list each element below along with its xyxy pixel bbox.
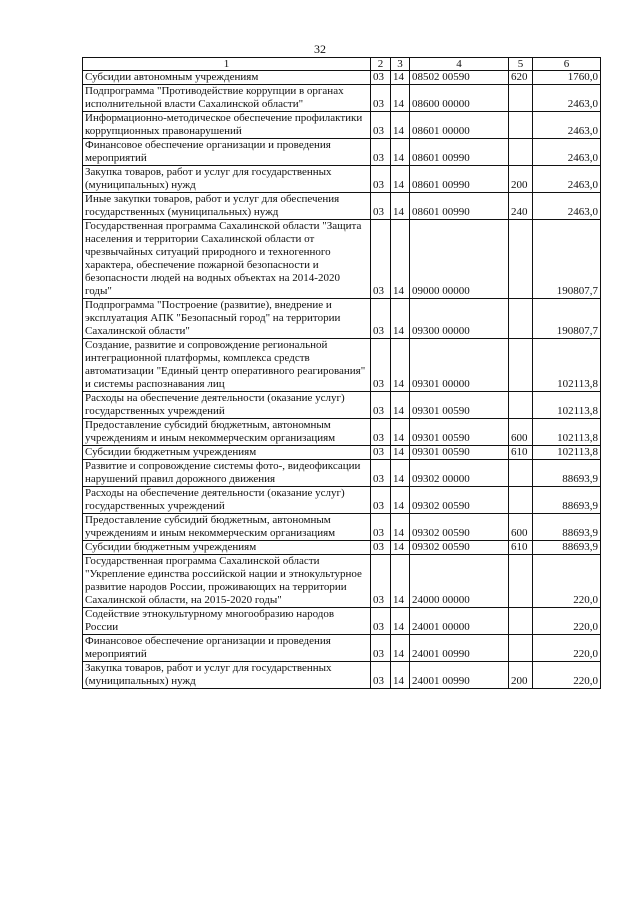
cell-vr: 600 [509, 419, 533, 446]
cell-vr: 610 [509, 541, 533, 555]
table-row [83, 299, 601, 339]
cell-rz: 03 [371, 193, 391, 220]
cell-name: Государственная программа Сахалинской области "Укрепление единства российской нации и этнокультурное развитие народов России, проживающих на территории Сахалинской области, на 2015-2020 годы" [83, 555, 371, 608]
cell-amount: 2463,0 [533, 193, 601, 220]
cell-pr: 14 [391, 514, 410, 541]
cell-vr [509, 487, 533, 514]
cell-csr: 09301 00590 [410, 392, 509, 419]
table-row [83, 446, 601, 460]
cell-pr: 14 [391, 487, 410, 514]
page-number: 32 [314, 42, 326, 56]
cell-csr: 09302 00590 [410, 487, 509, 514]
cell-rz: 03 [371, 220, 391, 299]
cell-rz: 03 [371, 339, 391, 392]
cell-pr: 14 [391, 166, 410, 193]
cell-vr [509, 460, 533, 487]
cell-csr: 08600 00000 [410, 85, 509, 112]
cell-amount: 88693,9 [533, 460, 601, 487]
cell-csr: 08601 00990 [410, 139, 509, 166]
cell-name: Государственная программа Сахалинской области "Защита населения и территории Сахалинской области от чрезвычайных ситуаций природного и техногенного характера, обеспечение пожарной безопасности и безопасности людей на водных объектах на 2014-2020 годы" [83, 220, 371, 299]
table-row [83, 220, 601, 299]
cell-name: Содействие этнокультурному многообразию народов России [83, 608, 371, 635]
cell-amount: 2463,0 [533, 139, 601, 166]
cell-vr [509, 555, 533, 608]
cell-rz: 03 [371, 514, 391, 541]
cell-vr [509, 299, 533, 339]
cell-amount: 102113,8 [533, 392, 601, 419]
cell-csr: 09302 00000 [410, 460, 509, 487]
header-cell-name: 1 [83, 58, 371, 71]
cell-pr: 14 [391, 662, 410, 689]
cell-rz: 03 [371, 71, 391, 85]
cell-amount: 2463,0 [533, 112, 601, 139]
cell-vr: 200 [509, 166, 533, 193]
cell-csr: 09000 00000 [410, 220, 509, 299]
cell-pr: 14 [391, 460, 410, 487]
header-cell-amount: 6 [533, 58, 601, 71]
cell-vr: 620 [509, 71, 533, 85]
cell-csr: 08601 00000 [410, 112, 509, 139]
cell-amount: 102113,8 [533, 339, 601, 392]
cell-csr: 24001 00990 [410, 662, 509, 689]
cell-vr [509, 392, 533, 419]
cell-name: Подпрограмма "Противодействие коррупции в органах исполнительной власти Сахалинской области" [83, 85, 371, 112]
cell-name: Закупка товаров, работ и услуг для государственных (муниципальных) нужд [83, 662, 371, 689]
cell-rz: 03 [371, 460, 391, 487]
cell-name: Финансовое обеспечение организации и проведения мероприятий [83, 635, 371, 662]
cell-rz: 03 [371, 555, 391, 608]
cell-csr: 08502 00590 [410, 71, 509, 85]
table-row [83, 608, 601, 635]
cell-pr: 14 [391, 635, 410, 662]
cell-amount: 88693,9 [533, 514, 601, 541]
table-row [83, 85, 601, 112]
cell-vr [509, 220, 533, 299]
cell-amount: 1760,0 [533, 71, 601, 85]
cell-pr: 14 [391, 555, 410, 608]
cell-rz: 03 [371, 662, 391, 689]
cell-csr: 09301 00590 [410, 419, 509, 446]
cell-amount: 220,0 [533, 608, 601, 635]
table-row [83, 166, 601, 193]
table-row [83, 193, 601, 220]
cell-pr: 14 [391, 608, 410, 635]
cell-pr: 14 [391, 541, 410, 555]
cell-name: Предоставление субсидий бюджетным, автономным учреждениям и иным некоммерческим организациям [83, 514, 371, 541]
cell-amount: 2463,0 [533, 85, 601, 112]
cell-vr: 610 [509, 446, 533, 460]
table-row [83, 635, 601, 662]
cell-vr: 240 [509, 193, 533, 220]
cell-name: Финансовое обеспечение организации и проведения мероприятий [83, 139, 371, 166]
cell-amount: 102113,8 [533, 419, 601, 446]
header-cell-subsection: 3 [391, 58, 410, 71]
cell-amount: 88693,9 [533, 541, 601, 555]
cell-name: Субсидии автономным учреждениям [83, 71, 371, 85]
budget-table [82, 57, 601, 689]
cell-pr: 14 [391, 71, 410, 85]
cell-pr: 14 [391, 299, 410, 339]
cell-pr: 14 [391, 139, 410, 166]
table-body [83, 71, 601, 689]
table-row [83, 460, 601, 487]
table-header [83, 58, 601, 71]
table-row [83, 339, 601, 392]
cell-rz: 03 [371, 392, 391, 419]
cell-vr [509, 139, 533, 166]
cell-vr [509, 112, 533, 139]
header-cell-target-article: 4 [410, 58, 509, 71]
cell-pr: 14 [391, 339, 410, 392]
table-row [83, 541, 601, 555]
cell-name: Информационно-методическое обеспечение профилактики коррупционных правонарушений [83, 112, 371, 139]
cell-amount: 220,0 [533, 662, 601, 689]
cell-rz: 03 [371, 166, 391, 193]
cell-name: Создание, развитие и сопровождение региональной интеграционной платформы, комплекса средств автоматизации "Единый центр оперативного реагирования" и системы распознавания лиц [83, 339, 371, 392]
cell-pr: 14 [391, 220, 410, 299]
cell-rz: 03 [371, 608, 391, 635]
cell-pr: 14 [391, 193, 410, 220]
cell-rz: 03 [371, 139, 391, 166]
cell-amount: 190807,7 [533, 220, 601, 299]
cell-name: Иные закупки товаров, работ и услуг для обеспечения государственных (муниципальных) нужд [83, 193, 371, 220]
header-row [83, 58, 601, 71]
table-row [83, 514, 601, 541]
cell-csr: 24001 00000 [410, 608, 509, 635]
cell-csr: 09301 00590 [410, 446, 509, 460]
table-row [83, 662, 601, 689]
cell-name: Субсидии бюджетным учреждениям [83, 541, 371, 555]
cell-csr: 09300 00000 [410, 299, 509, 339]
cell-vr: 600 [509, 514, 533, 541]
cell-rz: 03 [371, 635, 391, 662]
cell-pr: 14 [391, 419, 410, 446]
table-row [83, 139, 601, 166]
header-cell-section: 2 [371, 58, 391, 71]
header-cell-expense-type: 5 [509, 58, 533, 71]
cell-csr: 09302 00590 [410, 514, 509, 541]
cell-pr: 14 [391, 85, 410, 112]
cell-rz: 03 [371, 112, 391, 139]
cell-rz: 03 [371, 446, 391, 460]
cell-amount: 190807,7 [533, 299, 601, 339]
cell-amount: 88693,9 [533, 487, 601, 514]
cell-name: Предоставление субсидий бюджетным, автономным учреждениям и иным некоммерческим организациям [83, 419, 371, 446]
cell-csr: 08601 00990 [410, 166, 509, 193]
cell-name: Субсидии бюджетным учреждениям [83, 446, 371, 460]
table-row [83, 112, 601, 139]
cell-amount: 220,0 [533, 555, 601, 608]
cell-amount: 2463,0 [533, 166, 601, 193]
cell-pr: 14 [391, 446, 410, 460]
cell-csr: 09301 00000 [410, 339, 509, 392]
cell-vr [509, 608, 533, 635]
cell-rz: 03 [371, 541, 391, 555]
cell-pr: 14 [391, 392, 410, 419]
cell-vr [509, 85, 533, 112]
cell-name: Развитие и сопровождение системы фото-, видеофиксации нарушений правил дорожного движения [83, 460, 371, 487]
table-row [83, 555, 601, 608]
cell-name: Закупка товаров, работ и услуг для государственных (муниципальных) нужд [83, 166, 371, 193]
table-row [83, 487, 601, 514]
cell-vr [509, 635, 533, 662]
cell-csr: 08601 00990 [410, 193, 509, 220]
cell-rz: 03 [371, 487, 391, 514]
cell-name: Расходы на обеспечение деятельности (оказание услуг) государственных учреждений [83, 487, 371, 514]
cell-vr [509, 339, 533, 392]
cell-rz: 03 [371, 85, 391, 112]
cell-vr: 200 [509, 662, 533, 689]
cell-amount: 102113,8 [533, 446, 601, 460]
cell-amount: 220,0 [533, 635, 601, 662]
cell-rz: 03 [371, 419, 391, 446]
cell-csr: 24001 00990 [410, 635, 509, 662]
cell-name: Подпрограмма "Построение (развитие), внедрение и эксплуатация АПК "Безопасный город" на территории Сахалинской области" [83, 299, 371, 339]
table-row [83, 71, 601, 85]
cell-pr: 14 [391, 112, 410, 139]
table-row [83, 392, 601, 419]
cell-rz: 03 [371, 299, 391, 339]
cell-name: Расходы на обеспечение деятельности (оказание услуг) государственных учреждений [83, 392, 371, 419]
cell-csr: 09302 00590 [410, 541, 509, 555]
cell-csr: 24000 00000 [410, 555, 509, 608]
table-row [83, 419, 601, 446]
